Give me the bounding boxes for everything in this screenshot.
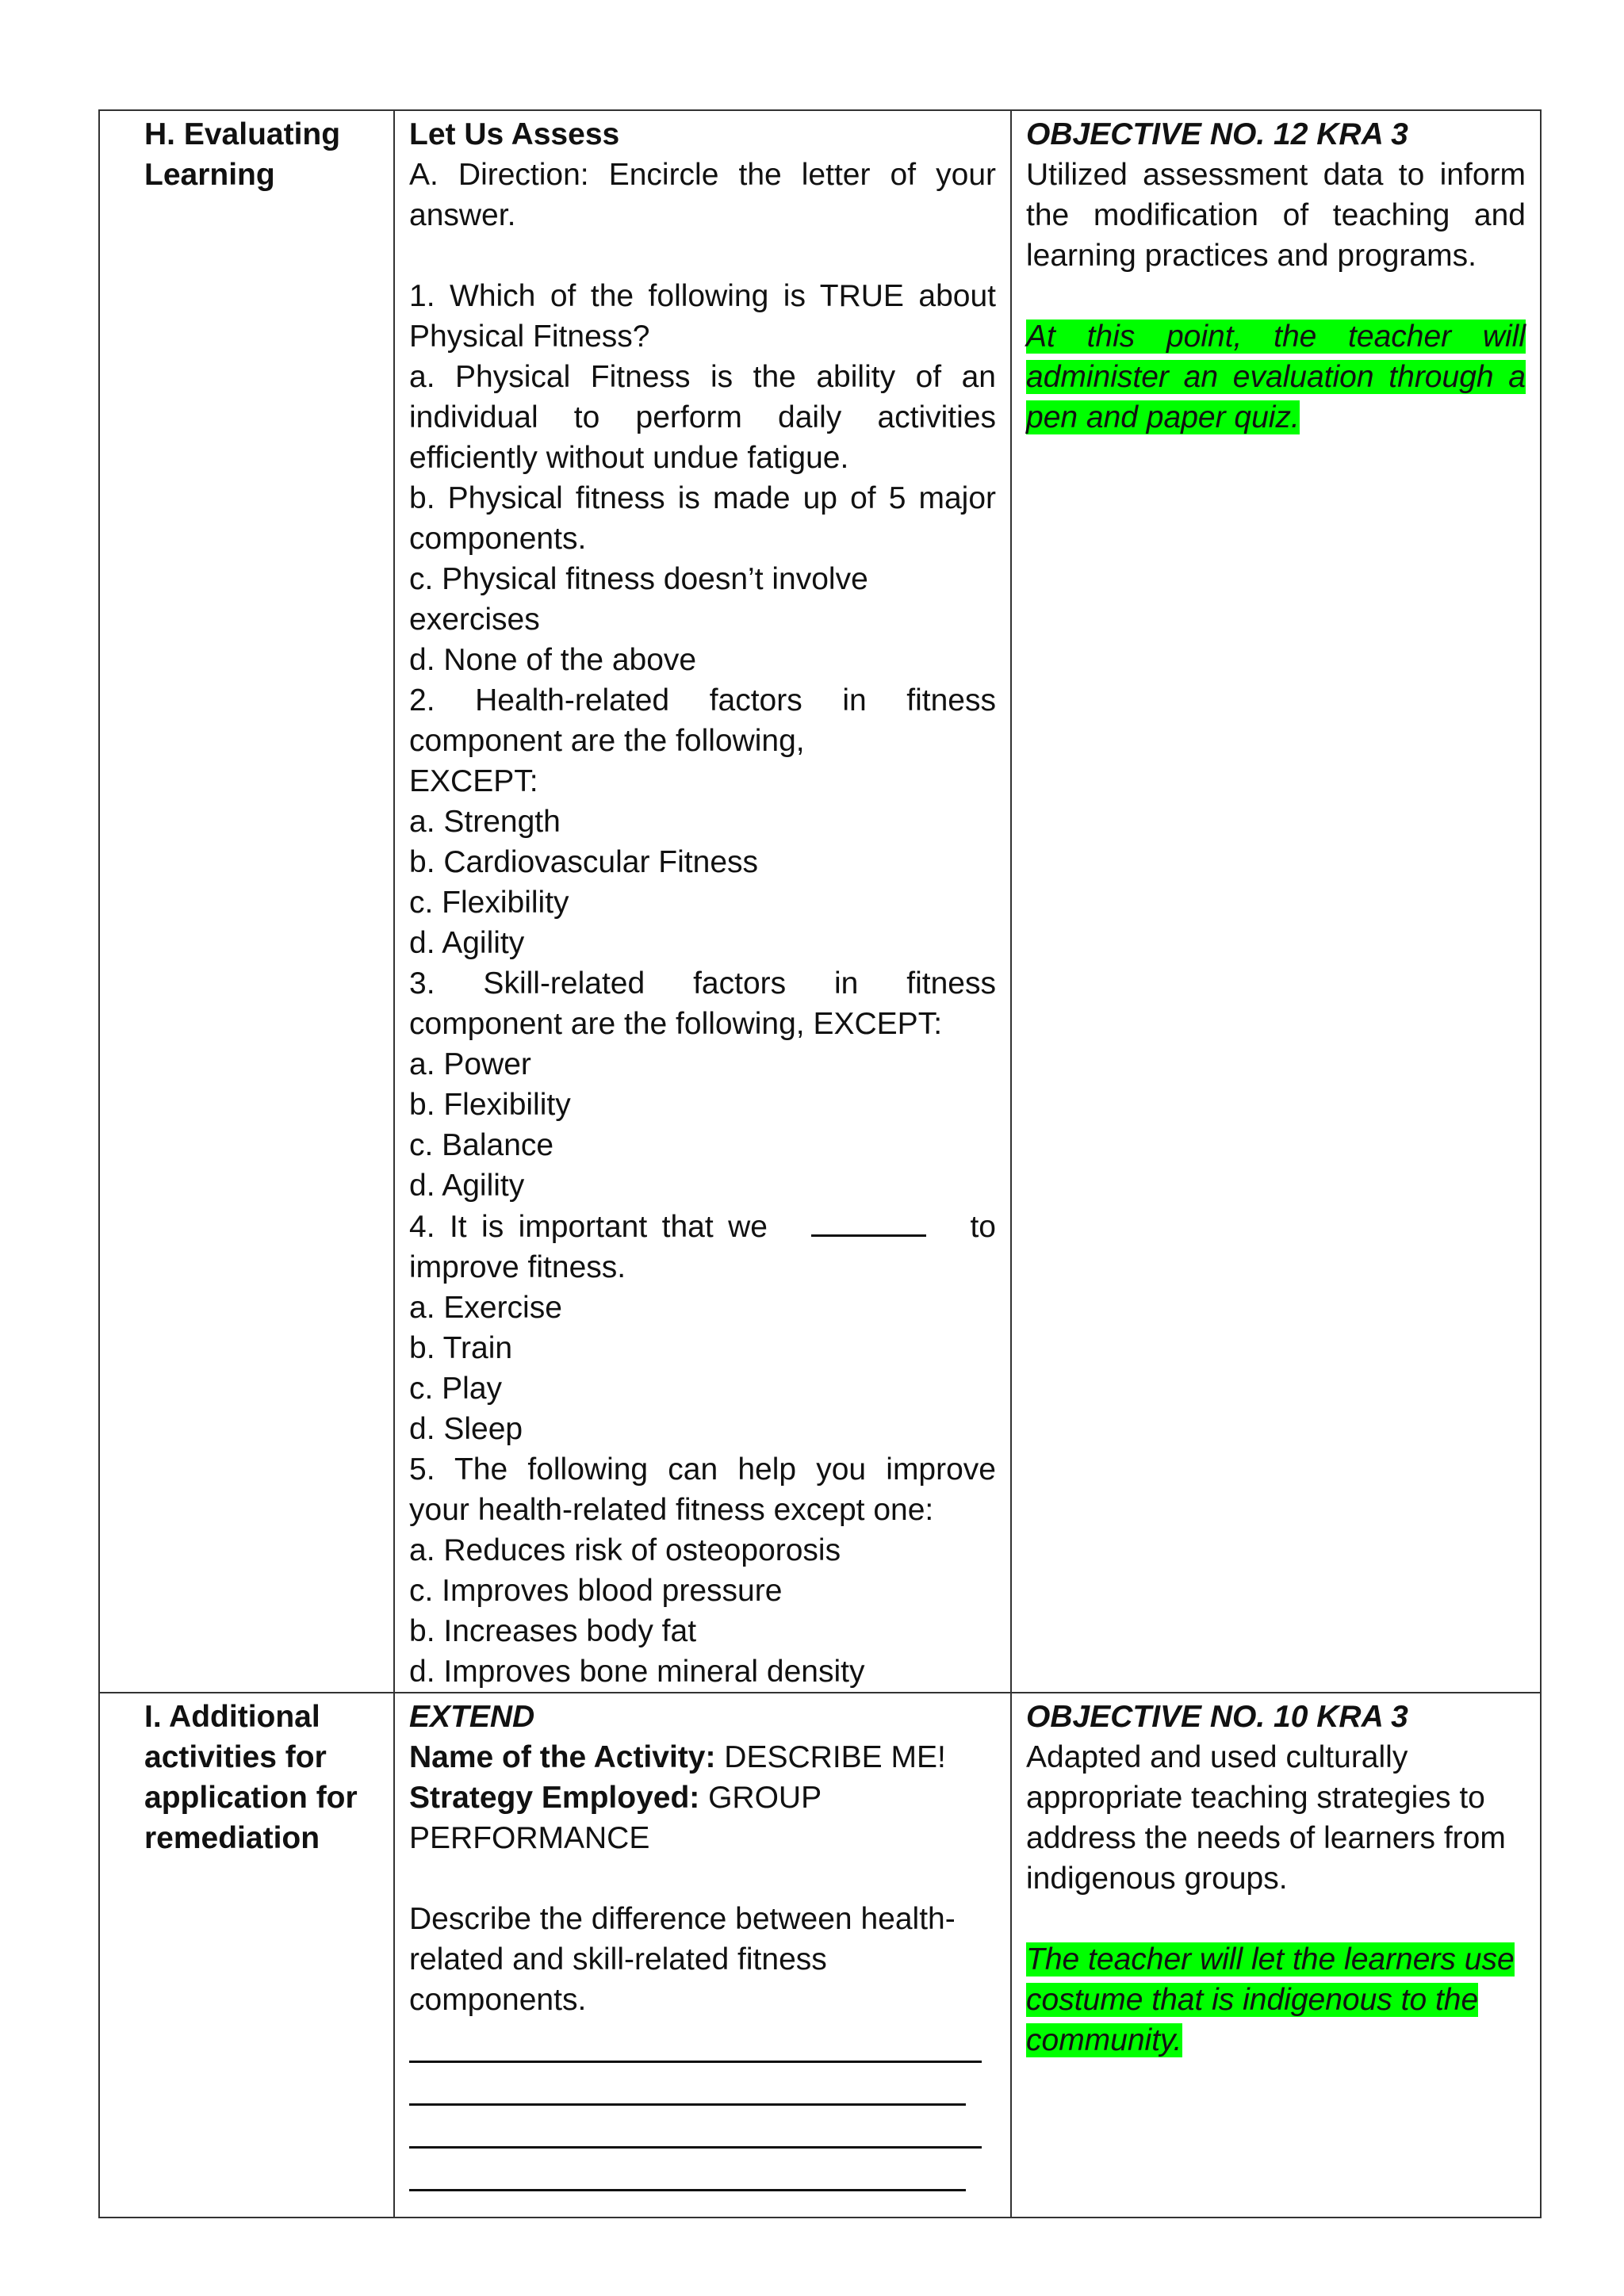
row-h-content-cell	[394, 110, 1011, 1693]
question-4-pre: 4. It is important that we	[409, 1210, 768, 1244]
strategy-value: GROUP PERFORMANCE	[409, 1781, 822, 1855]
question-4-blank	[811, 1206, 926, 1237]
question-2-option-c: c. Flexibility	[409, 886, 569, 920]
question-1: 1. Which of the following is TRUE about Physical Fitness?	[409, 279, 996, 354]
lesson-plan-table	[98, 109, 1542, 2218]
objective-12-title: OBJECTIVE NO. 12 KRA 3	[1026, 117, 1408, 151]
row-evaluating-learning	[99, 110, 1541, 1693]
question-2-option-b: b. Cardiovascular Fitness	[409, 845, 759, 879]
row-i-label-cell	[99, 1693, 394, 2218]
answer-line-3	[409, 2106, 982, 2149]
question-3: 3. Skill-related factors in fitness component are the following, EXCEPT:	[409, 966, 996, 1041]
activity-name	[409, 1737, 982, 1777]
assess-title: Let Us Assess	[409, 117, 620, 151]
question-4-option-d: d. Sleep	[409, 1412, 523, 1446]
strategy-label: Strategy Employed:	[409, 1781, 700, 1815]
row-h-objective-cell	[1011, 110, 1541, 1693]
row-h-label: H. Evaluating Learning	[144, 117, 341, 192]
question-3-option-b: b. Flexibility	[409, 1088, 571, 1122]
question-2-option-d: d. Agility	[409, 926, 525, 960]
question-5-option-c: c. Improves blood pressure	[409, 1574, 783, 1608]
answer-line-2	[409, 2063, 966, 2106]
extend-title: EXTEND	[409, 1700, 535, 1734]
question-1-option-c: c. Physical fitness doesn’t involve exercises	[409, 562, 868, 637]
row-additional-activities	[99, 1693, 1541, 2218]
row-i-label: I. Additional activities for application for remediation	[144, 1700, 358, 1855]
row-i-objective-cell	[1011, 1693, 1541, 2218]
row-i-content-cell	[394, 1693, 1011, 2218]
question-2: 2. Health-related factors in fitness component are the following,	[409, 683, 996, 758]
question-2-except: EXCEPT:	[409, 764, 538, 798]
question-3-option-d: d. Agility	[409, 1169, 525, 1203]
answer-line-1	[409, 2020, 982, 2063]
objective-10-text: Adapted and used culturally appropriate teaching strategies to address the needs of learners from indigenous groups.	[1026, 1740, 1506, 1896]
question-3-option-c: c. Balance	[409, 1128, 554, 1162]
question-4-option-b: b. Train	[409, 1331, 513, 1365]
question-1-option-a: a. Physical Fitness is the ability of an individual to perform daily activities efficiently without undue fatigue.	[409, 360, 996, 475]
question-5-option-a: a. Reduces risk of osteoporosis	[409, 1533, 841, 1567]
question-4-post: to improve fitness.	[409, 1210, 996, 1284]
question-5-option-d: d. Improves bone mineral density	[409, 1655, 865, 1689]
question-4	[409, 1206, 996, 1288]
activity-name-value: DESCRIBE ME!	[715, 1740, 946, 1774]
objective-12-highlight: At this point, the teacher will administer an evaluation through a pen and paper quiz.	[1026, 320, 1526, 434]
objective-10-title: OBJECTIVE NO. 10 KRA 3	[1026, 1700, 1408, 1734]
question-4-option-a: a. Exercise	[409, 1291, 562, 1325]
strategy-employed	[409, 1777, 982, 1858]
extend-instruction: Describe the difference between health-related and skill-related fitness components.	[409, 1902, 956, 2017]
question-2-option-a: a. Strength	[409, 805, 561, 839]
question-1-option-d: d. None of the above	[409, 643, 697, 677]
activity-name-label: Name of the Activity:	[409, 1740, 716, 1774]
question-3-option-a: a. Power	[409, 1047, 531, 1081]
row-h-label-cell	[99, 110, 394, 1693]
question-5-option-b: b. Increases body fat	[409, 1614, 697, 1648]
answer-line-4	[409, 2149, 966, 2191]
question-4-option-c: c. Play	[409, 1372, 503, 1406]
objective-10-highlight: The teacher will let the learners use costume that is indigenous to the community.	[1026, 1942, 1515, 2057]
question-5: 5. The following can help you improve your health-related fitness except one:	[409, 1452, 996, 1527]
objective-12-text: Utilized assessment data to inform the modification of teaching and learning practices and programs.	[1026, 158, 1526, 273]
question-1-option-b: b. Physical fitness is made up of 5 major components.	[409, 481, 996, 556]
assess-direction: A. Direction: Encircle the letter of your answer.	[409, 158, 996, 232]
